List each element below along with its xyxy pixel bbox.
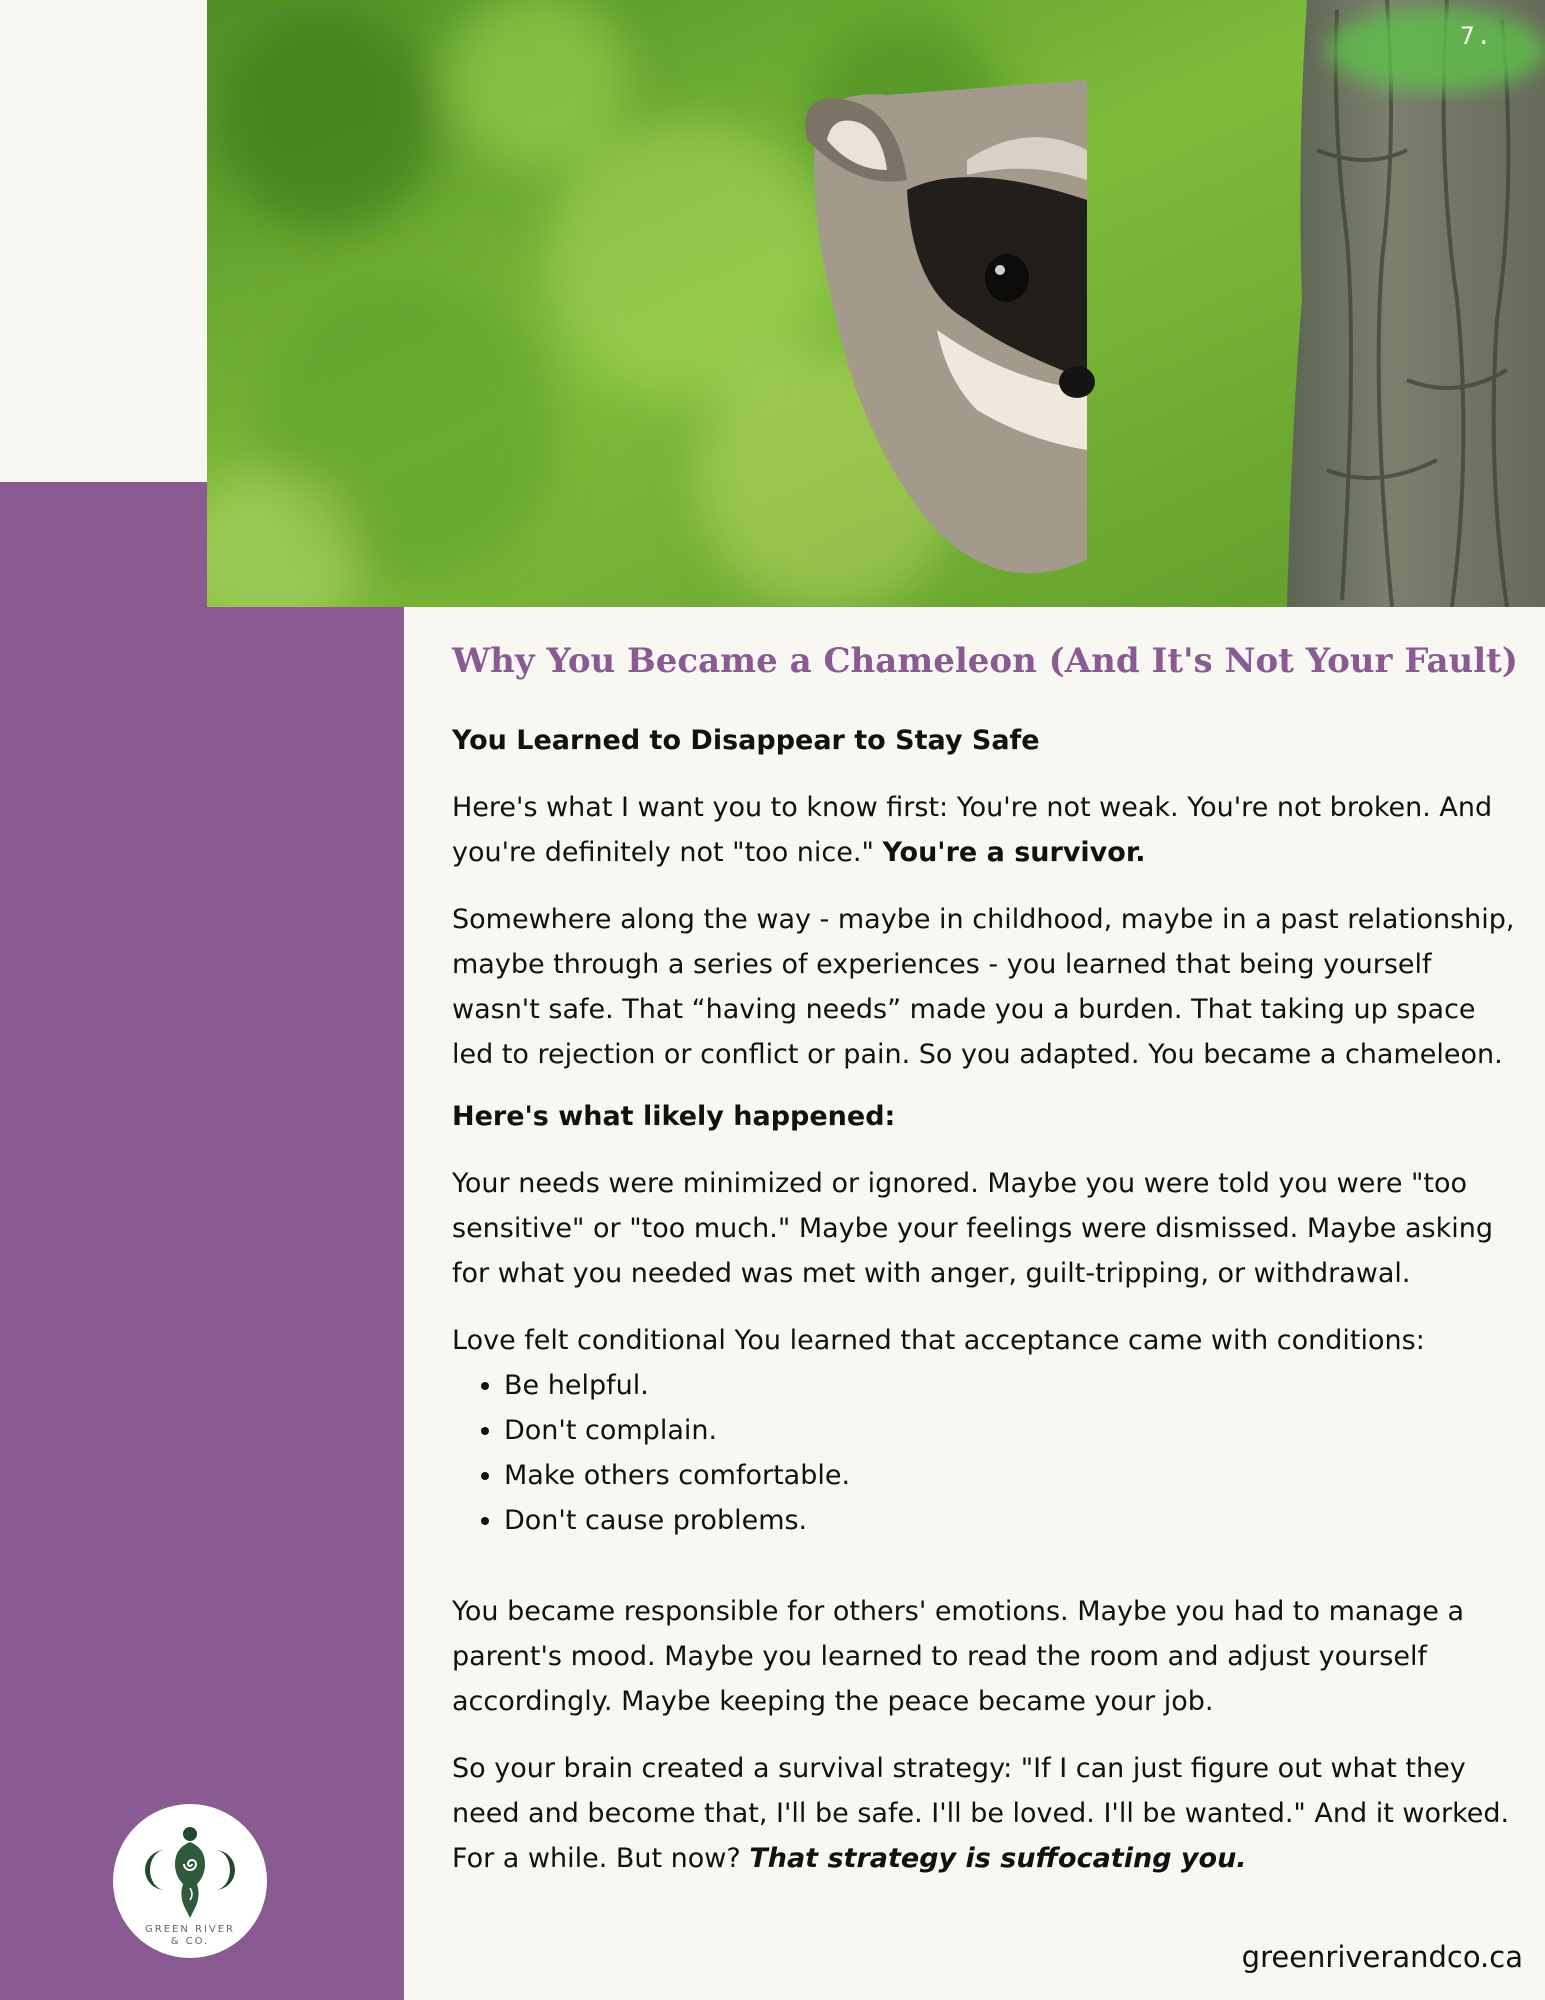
logo-text-line2: & CO.: [170, 1936, 210, 1947]
closing-emphasis: That strategy is suffocating you.: [749, 1843, 1247, 1875]
conditions-intro: Love felt conditional You learned that acceptance came with conditions:: [452, 1325, 1425, 1357]
raccoon-behind-tree-photo: [207, 0, 1545, 607]
article-content: [452, 640, 1520, 1903]
list-item: • Make others comfortable.: [504, 1453, 1520, 1498]
hero-image: [207, 0, 1545, 607]
purple-side-panel: [0, 482, 404, 2000]
page-number: 7.: [1460, 22, 1493, 50]
intro-text: Here's what I want you to know first: You're not weak. You're not broken. And you're definitely not "too nice.": [452, 791, 1493, 868]
logo-text-line1: GREEN RIVER: [145, 1924, 235, 1935]
list-item: • Be helpful.: [504, 1363, 1520, 1408]
paragraph-adaptation: Somewhere along the way - maybe in childhood, maybe in a past relationship, maybe through a series of experiences - you learned that being yourself wasn't safe. That “having needs” made you a burden. That taking up space led to rejection or conflict or pain. So you adapted. You became a chameleon.: [452, 903, 1515, 1070]
subheading-what-happened: Here's what likely happened:: [452, 1100, 896, 1132]
article-title: Why You Became a Chameleon (And It's Not Your Fault): [452, 641, 1518, 681]
list-item: • Don't cause problems.: [504, 1498, 1520, 1543]
conditions-list: [452, 1363, 1520, 1543]
brand-logo: [113, 1804, 267, 1958]
intro-emphasis: You're a survivor.: [882, 836, 1146, 868]
list-item: • Don't complain.: [504, 1408, 1520, 1453]
paragraph-responsibility: You became responsible for others' emotions. Maybe you had to manage a parent's mood. Maybe you learned to read the room and adjust yourself accordingly. Maybe keeping the peace became your job.: [452, 1596, 1464, 1718]
closing-text: So your brain created a survival strategy: "If I can just figure out what they need and become that, I'll be safe. I'll be loved. I'll be wanted." And it worked. For a while. But now?: [452, 1753, 1510, 1875]
website-url: greenriverandco.ca: [1241, 1940, 1523, 1974]
section-heading: You Learned to Disappear to Stay Safe: [452, 724, 1040, 756]
closing-paragraph: [452, 1746, 1520, 1881]
paragraph-needs-minimized: Your needs were minimized or ignored. Maybe you were told you were "too sensitive" or "too much." Maybe your feelings were dismissed. Maybe asking for what you needed was met with anger, guilt-tripping, or withdrawal.: [452, 1168, 1494, 1290]
intro-paragraph: [452, 785, 1520, 875]
